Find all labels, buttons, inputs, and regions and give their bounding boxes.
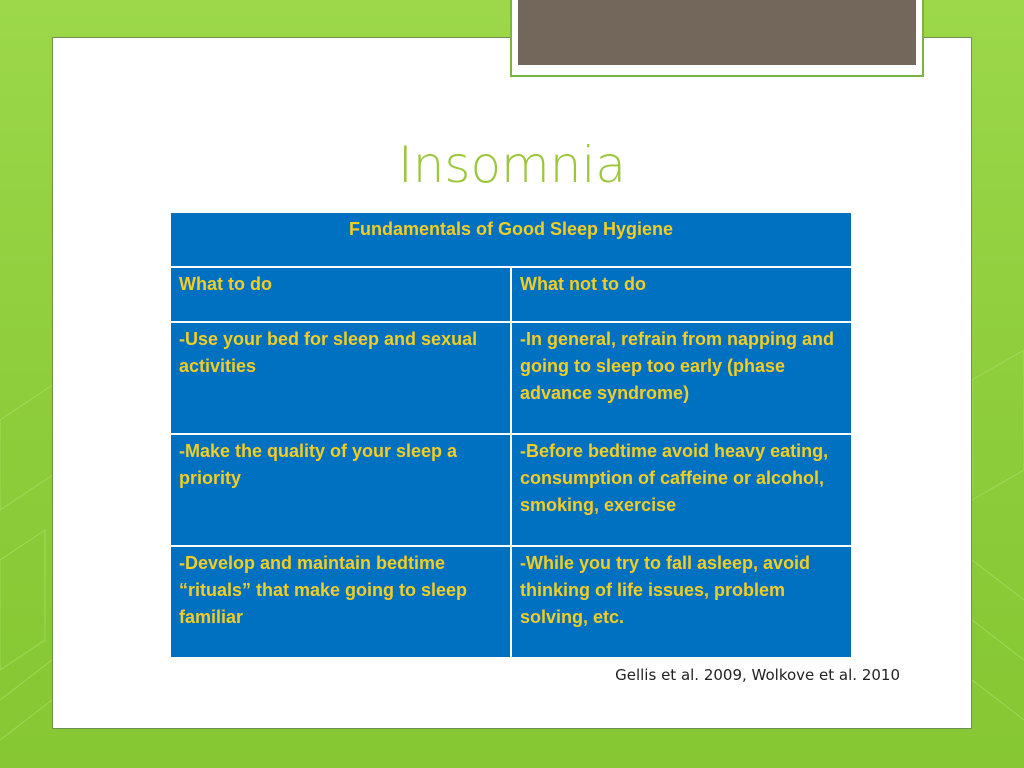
table-cell-dont-2: -Before bedtime avoid heavy eating, consumption of caffeine or alcohol, smoking, exercise [512, 435, 851, 545]
column-header-what-not-to-do: What not to do [512, 268, 851, 321]
table-header: Fundamentals of Good Sleep Hygiene [171, 213, 851, 266]
table-cell-do-3: -Develop and maintain bedtime “rituals” that make going to sleep familiar [171, 547, 510, 657]
table-cell-dont-3: -While you try to fall asleep, avoid thinking of life issues, problem solving, etc. [512, 547, 851, 657]
sleep-hygiene-table [170, 212, 852, 658]
table-cell-do-2: -Make the quality of your sleep a priority [171, 435, 510, 545]
slide-title: Insomnia [397, 136, 626, 194]
table-cell-dont-1: -In general, refrain from napping and going to sleep too early (phase advance syndrome) [512, 323, 851, 433]
table-cell-do-1: -Use your bed for sleep and sexual activities [171, 323, 510, 433]
citation-text: Gellis et al. 2009, Wolkove et al. 2010 [615, 666, 900, 684]
header-decoration [510, 0, 924, 77]
column-header-what-to-do: What to do [171, 268, 510, 321]
header-decoration-bar [518, 0, 916, 65]
